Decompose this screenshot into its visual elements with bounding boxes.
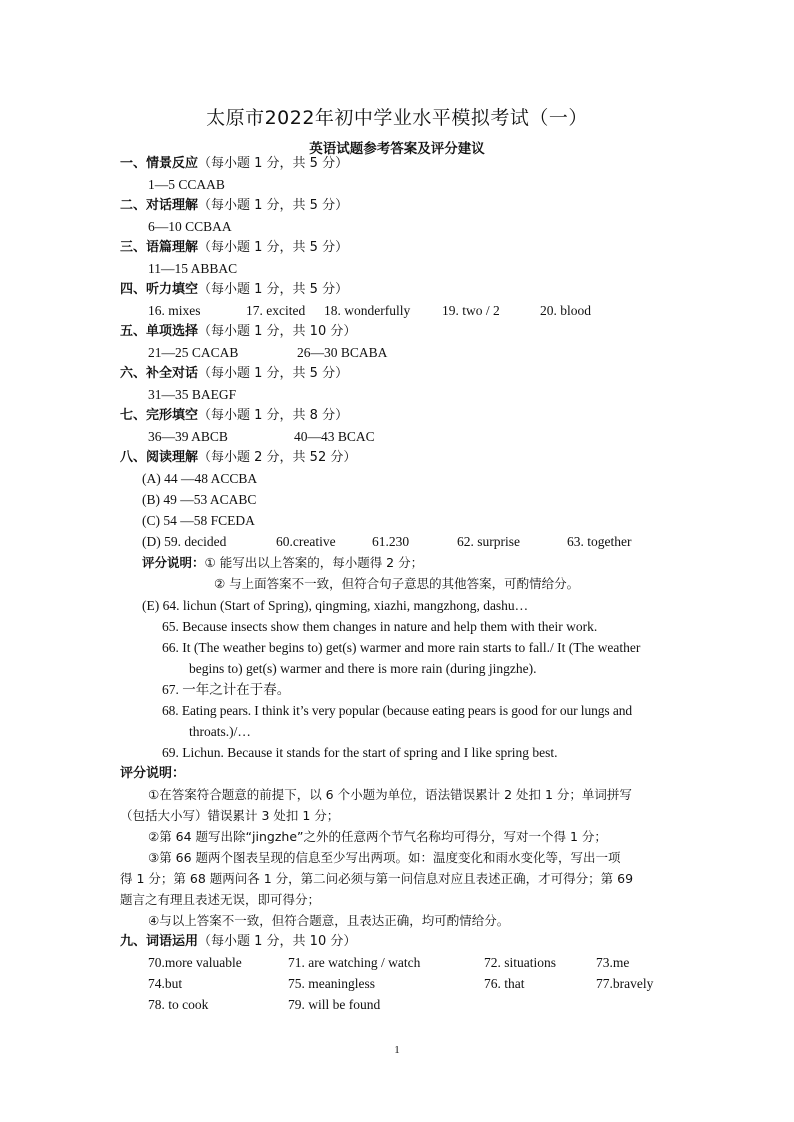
section-answer: 31—35 BAEGF: [148, 387, 237, 402]
word-answer: 75. meaningless: [288, 976, 375, 991]
section-heading: 九、词语运用（每小题 1 分，共 10 分）: [120, 934, 357, 949]
answer-item: 16. mixes: [148, 303, 201, 318]
answer-item: 40—43 BCAC: [294, 429, 375, 444]
reading-answer-d: 61.230: [372, 534, 410, 549]
reading-answer-d: 62. surprise: [457, 534, 520, 549]
answer-item: 20. blood: [540, 303, 592, 318]
reading-answer-c: (C) 54 —58 FCEDA: [142, 513, 255, 528]
section-heading: 七、完形填空（每小题 1 分，共 8 分）: [120, 408, 349, 423]
page-number: 1: [394, 1044, 400, 1056]
word-answer: 79. will be found: [288, 997, 381, 1012]
reading-answer-b: (B) 49 —53 ACABC: [142, 492, 257, 507]
word-answer: 71. are watching / watch: [288, 955, 421, 970]
scoring-note: ②第 64 题写出除“jingzhe”之外的任意两个节气名称均可得分，写对一个得 1 分；: [148, 829, 607, 844]
word-answer: 74.but: [148, 976, 183, 991]
reading-answer-e: 67. 一年之计在于春。: [162, 682, 291, 697]
scoring-notes-label: 评分说明：: [120, 766, 186, 781]
reading-answer-d: (D) 59. decided: [142, 534, 227, 549]
section-heading: 二、对话理解（每小题 1 分，共 5 分）: [120, 198, 349, 213]
page-title: 太原市2022年初中学业水平模拟考试（一）: [206, 107, 588, 129]
scoring-note: 评分说明：① 能写出以上答案的，每小题得 2 分；: [142, 555, 424, 570]
page-subtitle: 英语试题参考答案及评分建议: [309, 141, 485, 157]
scoring-note: ② 与上面答案不一致，但符合句子意思的其他答案，可酌情给分。: [214, 576, 580, 591]
answer-item: 18. wonderfully: [324, 303, 411, 318]
section-heading: 五、单项选择（每小题 1 分，共 10 分）: [120, 324, 357, 339]
section-heading: 四、听力填空（每小题 1 分，共 5 分）: [120, 282, 349, 297]
word-answer: 72. situations: [484, 955, 557, 970]
scoring-note: ④与以上答案不一致，但符合题意，且表达正确，均可酌情给分。: [148, 913, 510, 928]
scoring-note: ①在答案符合题意的前提下，以 6 个小题为单位，语法错误累计 2 处扣 1 分；单词拼写: [148, 787, 632, 802]
reading-answer-e: 69. Lichun. Because it stands for the start of spring and I like spring best.: [162, 745, 558, 760]
reading-answer-e: 68. Eating pears. I think it’s very popular (because eating pears is good for our lungs and: [162, 703, 633, 718]
answer-item: 19. two / 2: [442, 303, 500, 318]
section-heading: 一、情景反应（每小题 1 分，共 5 分）: [120, 156, 349, 171]
scoring-note: 题言之有理且表述无误，即可得分；: [120, 892, 321, 907]
word-answer: 78. to cook: [148, 997, 209, 1012]
reading-answer-e: begins to) get(s) warmer and there is more rain (during jingzhe).: [189, 661, 537, 676]
word-answer: 76. that: [484, 976, 525, 991]
section-answer: 11—15 ABBAC: [148, 261, 238, 276]
word-answer: 70.more valuable: [148, 955, 242, 970]
section-heading: 三、语篇理解（每小题 1 分，共 5 分）: [120, 240, 349, 255]
word-answer: 73.me: [596, 955, 630, 970]
word-answer: 77.bravely: [596, 976, 654, 991]
reading-answer-e: 66. It (The weather begins to) get(s) warmer and more rain starts to fall./ It (The weather: [162, 640, 641, 655]
reading-answer-d: 63. together: [567, 534, 632, 549]
answer-item: 36—39 ABCB: [148, 429, 228, 444]
reading-answer-d: 60.creative: [276, 534, 336, 549]
reading-answer-e: throats.)/…: [189, 724, 251, 739]
scoring-note: 得 1 分；第 68 题两问各 1 分，第二问必须与第一问信息对应且表述正确，才可得分；第 69: [120, 871, 634, 886]
reading-answer-e: (E) 64. lichun (Start of Spring), qingming, xiazhi, mangzhong, dashu…: [142, 598, 529, 613]
section-answer: 1—5 CCAAB: [148, 177, 225, 192]
scoring-note: （包括大小写）错误累计 3 处扣 1 分；: [120, 808, 340, 823]
section-answer: 6—10 CCBAA: [148, 219, 232, 234]
answer-item: 21—25 CACAB: [148, 345, 239, 360]
answer-item: 26—30 BCABA: [297, 345, 388, 360]
section-heading: 八、阅读理解（每小题 2 分，共 52 分）: [120, 450, 357, 465]
reading-answer-a: (A) 44 —48 ACCBA: [142, 471, 258, 486]
reading-answer-e: 65. Because insects show them changes in nature and help them with their work.: [162, 619, 598, 634]
answer-item: 17. excited: [246, 303, 306, 318]
section-heading: 六、补全对话（每小题 1 分，共 5 分）: [120, 366, 349, 381]
scoring-note: ③第 66 题两个图表呈现的信息至少写出两项。如：温度变化和雨水变化等，写出一项: [148, 850, 621, 865]
